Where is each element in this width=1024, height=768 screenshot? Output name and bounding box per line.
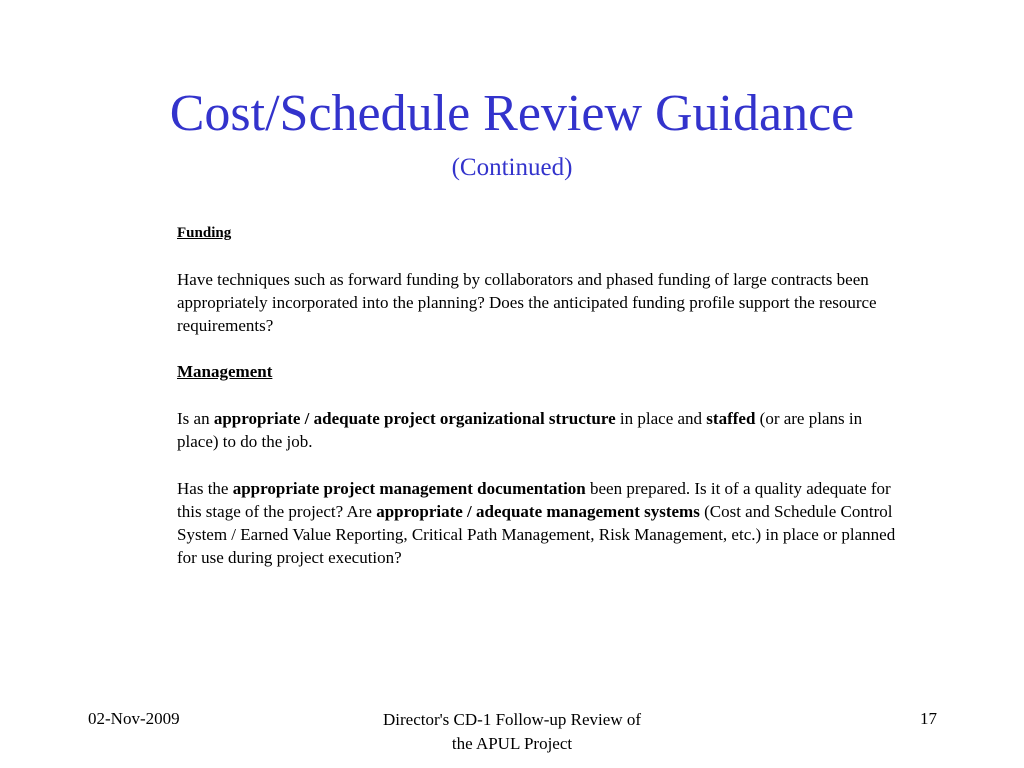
management-p1-bold-2: staffed — [706, 409, 756, 428]
footer-title — [340, 708, 684, 756]
footer-date: 02-Nov-2009 — [88, 709, 180, 728]
funding-heading: Funding — [177, 225, 232, 241]
management-p2-bold-2: appropriate / adequate management systems — [376, 502, 700, 521]
slide-body — [177, 222, 907, 569]
management-p1-text-2: in place and — [615, 409, 707, 428]
management-p1-text-3: (or are plans in place) to do the job. — [177, 409, 863, 451]
slide-title: Cost/Schedule Review Guidance — [169, 85, 855, 142]
management-paragraph-1 — [177, 407, 907, 453]
footer-page-number: 17 — [920, 709, 937, 728]
management-p1-bold-1: appropriate / adequate project organizational structure — [213, 409, 616, 428]
management-heading: Management — [177, 362, 273, 381]
management-p2-text-2: been prepared. Is it of a quality adequate for this stage of the project? Are — [177, 479, 891, 521]
management-paragraph-2 — [177, 477, 907, 569]
management-p2-bold-1: appropriate project management documentation — [232, 479, 586, 498]
funding-paragraph: Have techniques such as forward funding by collaborators and phased funding of large contracts been appropriately incorporated into the planning? Does the anticipated funding profile support the resource requirements? — [177, 270, 877, 335]
footer-title-line-1: Director's CD-1 Follow-up Review of — [382, 710, 642, 729]
footer-title-line-2: the APUL Project — [451, 734, 573, 753]
management-p1-text-1: Is an — [177, 409, 214, 428]
management-p2-text-1: Has the — [177, 479, 233, 498]
management-p2-text-3: (Cost and Schedule Control System / Earned Value Reporting, Critical Path Management, Risk Management, etc.) in place or planned for use during project execution? — [177, 502, 896, 567]
slide-subtitle: (Continued) — [451, 154, 573, 181]
